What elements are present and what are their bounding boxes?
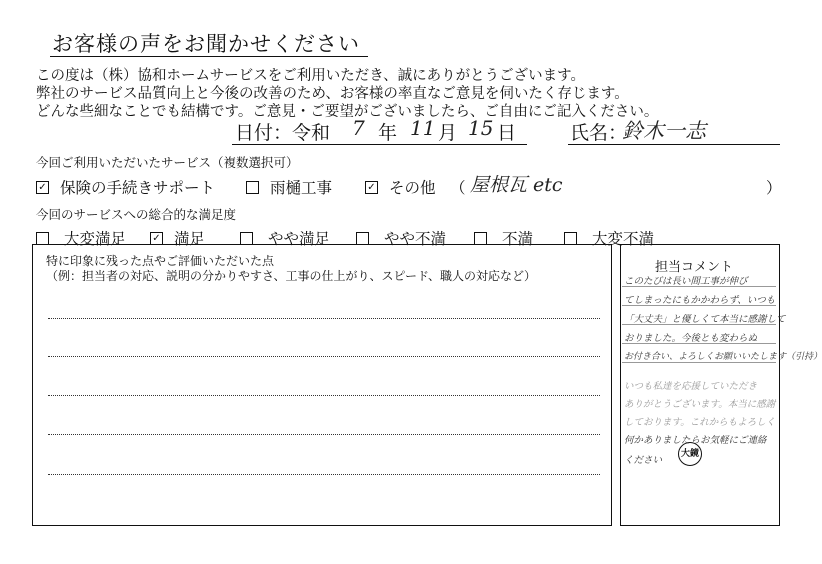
date-year-value[interactable]: 7 — [352, 116, 365, 140]
date-month-value[interactable]: 11 — [410, 116, 436, 140]
services-heading: 今回ご利用いただいたサービス（複数選択可） — [36, 155, 299, 170]
satisfaction-heading: 今回のサービスへの総合的な満足度 — [36, 207, 237, 222]
checkbox-unchecked[interactable] — [246, 181, 259, 194]
satisfaction-label: 大変満足 — [63, 230, 126, 248]
service-option-other[interactable] — [365, 176, 435, 198]
other-open-paren: （ — [450, 179, 466, 197]
satisfaction-label: やや不満 — [383, 230, 446, 248]
name-value[interactable]: 鈴木一志 — [622, 119, 706, 143]
staff-seal-stamp: 大鏡 — [678, 442, 702, 466]
intro-line-2: 弊社のサービス品質向上と今後の改善のため、お客様の率直なご意見を伺いたく存じます。 — [36, 86, 629, 102]
checkbox-checked[interactable]: ✓ — [150, 232, 163, 245]
intro-line-1: この度は（株）協和ホームサービスをご利用いただき、誠にありがとうございます。 — [36, 68, 585, 84]
comment-line[interactable] — [48, 318, 600, 319]
comment-line[interactable] — [48, 474, 600, 475]
date-year-label: 年 — [378, 122, 398, 144]
staff-comment-faint-line: ください — [624, 455, 663, 466]
staff-comment-line: おりました。今後とも変わらぬ — [624, 333, 758, 344]
date-day-value[interactable]: 15 — [468, 116, 494, 140]
date-label: 日付：令和 — [235, 122, 331, 144]
service-option-insurance[interactable] — [36, 176, 215, 198]
comment-line[interactable] — [48, 434, 600, 435]
staff-comment-faint-line: いつも私達を応援していただき — [624, 381, 758, 392]
date-month-label: 月 — [438, 122, 458, 144]
other-close-paren: ） — [766, 179, 782, 197]
comment-line[interactable] — [48, 356, 600, 357]
comment-line[interactable] — [48, 395, 600, 396]
date-underline — [232, 144, 527, 145]
satisfaction-label: 大変不満 — [591, 230, 654, 248]
comments-box[interactable] — [32, 244, 612, 526]
checkbox-checked[interactable]: ✓ — [365, 181, 378, 194]
service-label-other: その他 — [388, 179, 436, 197]
comments-subheading: （例：担当者の対応、説明の分かりやすさ、工事の仕上がり、スピード、職人の対応など） — [46, 269, 536, 283]
satisfaction-label: やや満足 — [267, 230, 330, 248]
comments-heading: 特に印象に残った点やご評価いただいた点 — [46, 254, 275, 268]
title-underline — [50, 56, 368, 57]
name-underline — [568, 144, 780, 145]
date-day-label: 日 — [497, 122, 517, 144]
service-label-insurance: 保険の手続きサポート — [59, 179, 215, 197]
name-label: 氏名： — [570, 122, 628, 144]
other-value[interactable]: 屋根瓦 etc — [470, 174, 563, 196]
staff-comment-faint-line: 何かありましたらお気軽にご連絡 — [624, 435, 767, 446]
form-title: お客様の声をお聞かせください — [52, 32, 360, 56]
staff-comment-faint-line: ありがとうございます。本当に感謝 — [624, 399, 776, 410]
satisfaction-label: 不満 — [501, 230, 533, 248]
service-label-gutter: 雨樋工事 — [269, 179, 332, 197]
service-option-gutter[interactable] — [246, 176, 332, 198]
staff-comment-line: お付き合い、よろしくお願いいたします（引持） — [624, 352, 822, 362]
intro-line-3: どんな些細なことでも結構です。ご意見・ご要望がございましたら、ご自由にご記入ください。 — [36, 104, 659, 120]
staff-comment-heading: 担当コメント — [655, 260, 734, 275]
staff-comment-faint-line: しております。これからもよろしく — [624, 417, 776, 428]
staff-line — [622, 362, 776, 363]
satisfaction-label: 満足 — [173, 230, 205, 248]
checkbox-checked[interactable]: ✓ — [36, 181, 49, 194]
staff-comment-line: 「大丈夫」と優しくて本当に感謝して — [624, 314, 786, 325]
staff-comment-line: このたびは長い間工事が伸び — [624, 276, 748, 287]
staff-comment-line: てしまったにもかかわらず、いつも — [624, 295, 776, 306]
